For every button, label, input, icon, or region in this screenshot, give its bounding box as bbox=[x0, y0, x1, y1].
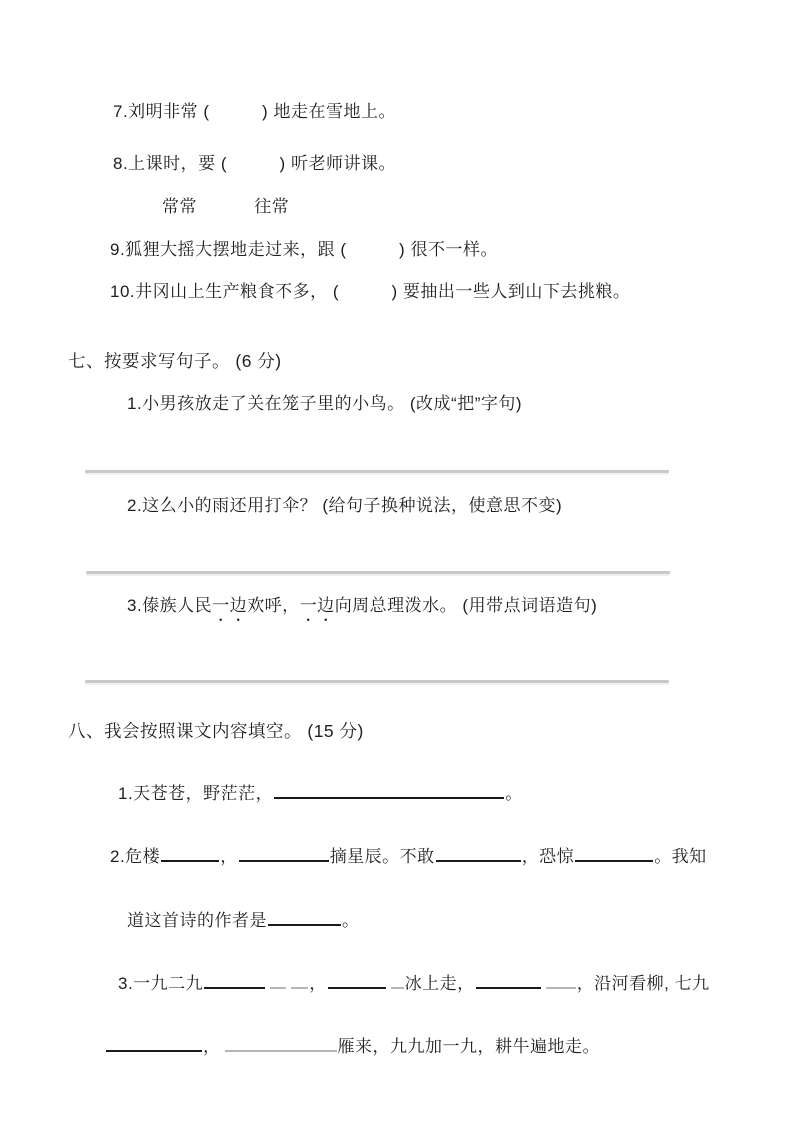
fill-in-blank bbox=[328, 972, 386, 989]
text-segment: 雁来，九九加一九，耕牛遍地走。 bbox=[337, 1037, 600, 1056]
fill-in-blank bbox=[106, 1035, 202, 1052]
text-segment: ，沿河看柳, 七九 bbox=[576, 974, 710, 993]
fill-in-blank bbox=[268, 909, 341, 926]
text-segment: ， bbox=[220, 847, 238, 866]
fill-in-blank bbox=[270, 972, 286, 989]
section-8-question-3-line-2 bbox=[105, 1035, 600, 1059]
answer-line-2 bbox=[86, 571, 670, 574]
fill-in-blank bbox=[225, 1035, 337, 1052]
emphasized-word: 一边 bbox=[212, 596, 248, 615]
section-7-question-1: 1.小男孩放走了关在笼子里的小鸟。 (改成“把”字句) bbox=[127, 394, 523, 413]
question-7: 7.刘明非常 ( ) 地走在雪地上。 bbox=[113, 102, 396, 121]
fill-in-blank bbox=[204, 972, 265, 989]
emphasized-word: 一边 bbox=[299, 596, 335, 615]
text-segment: 3.一九二九 bbox=[118, 974, 204, 993]
text-segment: 2.危楼 bbox=[110, 847, 161, 866]
text-segment: 1.天苍苍，野茫茫， bbox=[118, 784, 274, 803]
text-segment: 摘星辰。不敢 bbox=[329, 847, 435, 866]
fill-in-blank bbox=[575, 845, 653, 862]
text-segment: 冰上走， bbox=[404, 974, 475, 993]
fill-in-blank bbox=[161, 845, 219, 862]
fill-in-blank bbox=[391, 972, 404, 989]
fill-in-blank bbox=[546, 972, 576, 989]
section-7-question-3 bbox=[127, 594, 597, 625]
section-8-question-3-line-1 bbox=[118, 972, 710, 996]
fill-in-blank bbox=[239, 845, 329, 862]
text-segment: 。 bbox=[505, 784, 523, 803]
text-segment: ， bbox=[309, 974, 327, 993]
fill-in-blank bbox=[274, 782, 504, 799]
text-segment: 向周总理泼水。 (用带点词语造句) bbox=[334, 596, 598, 615]
text-segment: 。 bbox=[342, 911, 360, 930]
fill-in-blank bbox=[436, 845, 521, 862]
word-bank bbox=[162, 195, 289, 219]
text-segment: 道这首诗的作者是 bbox=[127, 911, 267, 930]
section-8-question-1 bbox=[118, 782, 523, 806]
text-segment: 。我知 bbox=[654, 847, 707, 866]
text-segment: ，恐惊 bbox=[521, 847, 575, 866]
answer-line-1 bbox=[85, 470, 669, 473]
question-9: 9.狐狸大摇大摆地走过来，跟 ( ) 很不一样。 bbox=[110, 240, 498, 259]
section-8-heading: 八、我会按照课文内容填空。 (15 分) bbox=[68, 721, 364, 741]
word-option-2: 往常 bbox=[254, 197, 290, 216]
section-7-question-2: 2.这么小的雨还用打伞？ (给句子换种说法，使意思不变) bbox=[127, 496, 563, 515]
section-7-heading: 七、按要求写句子。 (6 分) bbox=[68, 351, 282, 371]
question-10: 10.井冈山上生产粮食不多， ( ) 要抽出一些人到山下去挑粮。 bbox=[110, 282, 631, 301]
section-8-question-2-line-2 bbox=[127, 909, 360, 933]
text-segment: ， bbox=[203, 1037, 221, 1056]
text-segment: 3.傣族人民 bbox=[127, 596, 213, 615]
word-option-1: 常常 bbox=[162, 197, 197, 216]
answer-line-3 bbox=[85, 680, 669, 683]
fill-in-blank bbox=[291, 972, 308, 989]
question-8: 8.上课时，要 ( ) 听老师讲课。 bbox=[113, 154, 396, 173]
section-8-question-2-line-1 bbox=[110, 845, 707, 869]
fill-in-blank bbox=[476, 972, 541, 989]
text-segment: 欢呼， bbox=[247, 596, 300, 615]
